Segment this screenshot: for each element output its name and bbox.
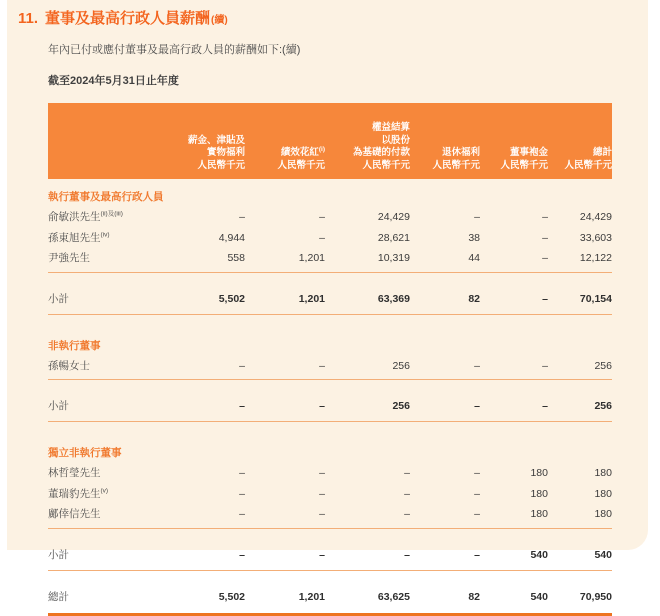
amount-cell: – <box>404 487 410 500</box>
column-header <box>480 147 548 172</box>
amount-cell: 558 <box>227 252 245 264</box>
period-heading: 截至2024年5月31日止年度 <box>48 75 179 87</box>
row-label-text: 小計 <box>48 400 69 412</box>
amount-cell: – <box>474 211 480 223</box>
column-header <box>325 122 410 172</box>
row-label-text: 小計 <box>48 292 69 305</box>
column-header <box>548 147 612 172</box>
footnote-marker: (ii)及(iii) <box>100 210 123 218</box>
row-label <box>48 288 168 311</box>
row-spacer <box>48 571 612 586</box>
amount-cell: – <box>404 548 410 561</box>
amount-cell: 82 <box>468 292 480 305</box>
document-page <box>7 0 648 603</box>
amount-cell: 70,950 <box>579 590 612 603</box>
column-header-line: 董事袍金 <box>509 147 548 158</box>
amount-cell: 4,944 <box>218 231 245 244</box>
row-label <box>48 504 168 525</box>
amount-cell: 180 <box>594 508 612 520</box>
amount-cell: 1,201 <box>298 590 325 603</box>
row-label-text: 鄺倖信先生 <box>48 508 101 520</box>
amount-cell: – <box>319 487 325 500</box>
section-number: 11. <box>18 10 39 27</box>
director-row <box>48 463 612 484</box>
amount-cell: – <box>404 467 410 479</box>
amount-cell: – <box>319 467 325 479</box>
amount-cell: 44 <box>468 252 480 264</box>
unit-label: 人民幣千元 <box>500 159 548 171</box>
amount-cell: – <box>239 400 245 412</box>
amount-cell: 10,319 <box>377 252 410 264</box>
amount-cell: 256 <box>594 400 612 412</box>
amount-cell: – <box>474 548 480 561</box>
amount-cell: – <box>474 400 480 412</box>
unit-label: 人民幣千元 <box>432 159 480 171</box>
amount-cell: 63,625 <box>377 590 410 603</box>
row-label <box>48 463 168 484</box>
amount-cell: 38 <box>468 231 480 244</box>
amount-cell: 63,369 <box>377 292 410 305</box>
row-label-text: 孫東旭先生 <box>48 231 101 244</box>
amount-cell: – <box>239 508 245 520</box>
amount-cell: 28,621 <box>377 231 410 244</box>
row-label-text: 董瑞豹先生 <box>48 487 101 500</box>
section-heading-row: 獨立非執行董事 <box>48 447 122 459</box>
unit-label: 人民幣千元 <box>362 159 410 171</box>
amount-cell: – <box>542 252 548 264</box>
amount-cell: 12,122 <box>579 252 612 264</box>
row-label <box>48 484 168 505</box>
footnote-marker: (v) <box>100 487 109 494</box>
amount-cell: 256 <box>594 359 612 372</box>
row-label-text: 小計 <box>48 548 69 561</box>
column-header <box>410 147 480 172</box>
amount-cell: – <box>319 508 325 520</box>
total-row <box>48 586 612 616</box>
amount-cell: 1,201 <box>298 252 325 264</box>
amount-cell: – <box>542 231 548 244</box>
director-row <box>48 248 612 273</box>
director-row <box>48 207 612 228</box>
amount-cell: 5,502 <box>218 292 245 305</box>
amount-cell: 33,603 <box>579 231 612 244</box>
amount-cell: – <box>542 292 548 305</box>
amount-cell: – <box>404 508 410 520</box>
director-row <box>48 356 612 381</box>
amount-cell: 540 <box>594 548 612 561</box>
row-spacer <box>48 273 612 288</box>
amount-cell: 1,201 <box>298 292 325 305</box>
row-spacer <box>48 380 612 395</box>
page-title <box>18 0 648 30</box>
amount-cell: – <box>474 359 480 372</box>
column-header <box>86 135 245 173</box>
amount-cell: – <box>239 359 245 372</box>
remuneration-table <box>48 103 612 616</box>
amount-cell: 180 <box>594 467 612 479</box>
row-spacer <box>48 315 612 328</box>
amount-cell: – <box>474 487 480 500</box>
intro-paragraph: 年內已付或應付董事及最高行政人員的薪酬如下:(續) <box>48 44 301 56</box>
row-label <box>48 228 168 249</box>
amount-cell: 24,429 <box>377 211 410 223</box>
row-label-text: 林哲瑩先生 <box>48 467 101 479</box>
amount-cell: – <box>474 467 480 479</box>
director-row <box>48 484 612 505</box>
row-label-text: 俞敏洪先生 <box>48 211 101 223</box>
amount-cell: – <box>239 467 245 479</box>
amount-cell: – <box>474 508 480 520</box>
column-header-line: 實物福利 <box>206 147 245 158</box>
subtotal-row <box>48 288 612 315</box>
amount-cell: 180 <box>594 487 612 500</box>
row-spacer <box>48 529 612 544</box>
amount-cell: 24,429 <box>579 211 612 223</box>
footnote-marker: (i) <box>318 145 325 153</box>
amount-cell: 5,502 <box>218 590 245 603</box>
column-header-line: 總計 <box>592 147 612 158</box>
amount-cell: – <box>542 400 548 412</box>
amount-cell: 180 <box>530 467 548 479</box>
column-header-line: 權益結算 <box>371 122 410 133</box>
amount-cell: – <box>239 211 245 223</box>
amount-cell: – <box>319 211 325 223</box>
column-header-line: 以股份 <box>381 134 410 146</box>
section-heading-row: 非執行董事 <box>48 339 101 352</box>
section-heading-row: 執行董事及最高行政人員 <box>48 191 164 203</box>
row-label <box>48 207 168 228</box>
amount-cell: – <box>319 359 325 372</box>
unit-label: 人民幣千元 <box>564 159 612 171</box>
row-label <box>48 248 168 269</box>
row-spacer <box>48 422 612 435</box>
column-header-line: 薪金、津貼及 <box>187 134 245 146</box>
column-header-line: 為基礎的付款 <box>352 147 410 158</box>
table-header <box>48 103 612 179</box>
row-label <box>48 544 168 567</box>
director-row <box>48 228 612 249</box>
column-header-line: 績效花紅$^{(i)}$ <box>280 145 325 158</box>
amount-cell: 256 <box>392 359 410 372</box>
unit-label: 人民幣千元 <box>277 159 325 171</box>
row-label <box>48 356 168 377</box>
table-body <box>48 187 612 616</box>
subtotal-row <box>48 544 612 571</box>
amount-cell: – <box>319 400 325 412</box>
amount-cell: 70,154 <box>579 292 612 305</box>
amount-cell: 82 <box>468 590 480 603</box>
amount-cell: – <box>542 359 548 372</box>
amount-cell: – <box>319 548 325 561</box>
subtotal-row <box>48 395 612 422</box>
column-header-line: 退休福利 <box>441 147 480 158</box>
section-title-text: 董事及最高行政人員薪酬 <box>45 10 211 27</box>
amount-cell: 256 <box>392 400 410 412</box>
amount-cell: – <box>319 231 325 244</box>
director-row <box>48 504 612 529</box>
unit-label: 人民幣千元 <box>197 159 245 171</box>
column-header <box>245 147 325 172</box>
section-title-continued-marker: (續) <box>211 15 228 26</box>
amount-cell: – <box>542 211 548 223</box>
footnote-marker: (iv) <box>100 231 110 238</box>
amount-cell: 540 <box>530 548 548 561</box>
row-label <box>48 586 168 609</box>
amount-cell: 540 <box>530 590 548 603</box>
amount-cell: – <box>239 548 245 561</box>
row-label-text: 尹強先生 <box>48 252 90 264</box>
row-label <box>48 395 168 418</box>
amount-cell: – <box>239 487 245 500</box>
row-label-text: 總計 <box>48 590 69 603</box>
amount-cell: 180 <box>530 508 548 520</box>
row-label-text: 孫暢女士 <box>48 359 90 372</box>
amount-cell: 180 <box>530 487 548 500</box>
